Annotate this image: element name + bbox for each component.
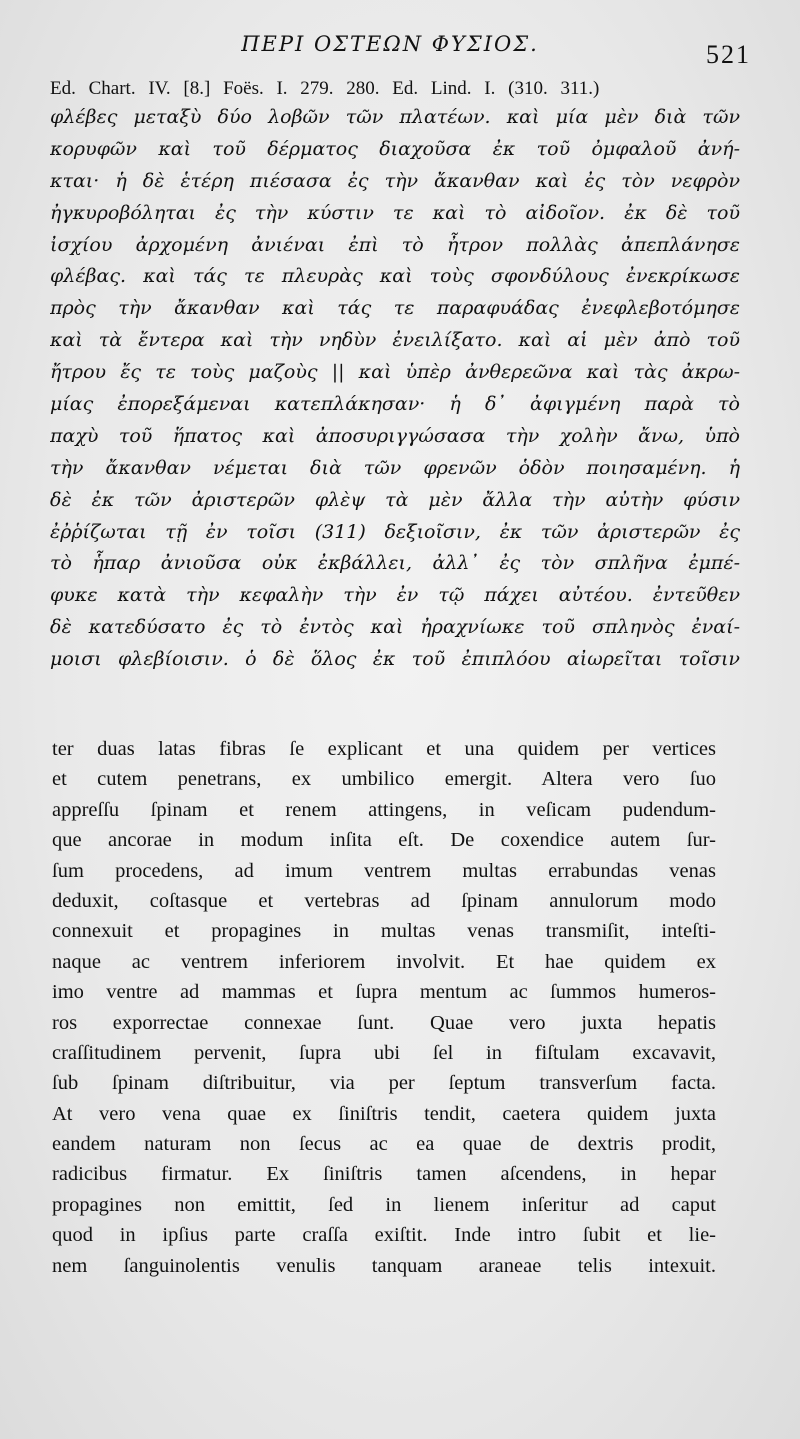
edition-reference-line: Ed. Chart. IV. [8.] Foës. I. 279. 280. Ed. Lind. I. (310. 311.) (50, 78, 600, 99)
greek-text-line: φυκε κατὰ τὴν κεφαλὴν τὴν ἐν τῷ πάχει αὐτέου. ἐντεῦθεν (50, 584, 740, 607)
greek-text-line: ἐῤῥίζωται τῇ ἐν τοῖσι (311) δεξιοῖσιν, ἐκ τῶν ἀριστερῶν ἐς (50, 520, 740, 543)
latin-text-line: propagines non emittit, ſed in lienem inſeritur ad caput (52, 1193, 716, 1216)
greek-text-line: κορυφῶν καὶ τοῦ δέρματος διαχοῦσα ἐκ τοῦ ὀμφαλοῦ ἀνή- (50, 137, 740, 160)
greek-text-line: πρὸς τὴν ἄκανθαν καὶ τάς τε παραφυάδας ἐνεφλεβοτόμησε (50, 297, 740, 320)
greek-text-line: κται· ἡ δὲ ἑτέρη πιέσασα ἐς τὴν ἄκανθαν καὶ ἐς τὸν νεφρὸν (50, 169, 740, 192)
greek-text-line: ἤτρου ἔς τε τοὺς μαζοὺς || καὶ ὑπὲρ ἀνθερεῶνα καὶ τὰς ἀκρω- (50, 361, 740, 384)
latin-text-block (52, 734, 716, 1281)
latin-text-line: et cutem penetrans, ex umbilico emergit. Altera vero ſuo (52, 768, 716, 791)
latin-text-line: craſſitudinem pervenit, ſupra ubi ſel in fiſtulam excavavit, (52, 1041, 716, 1064)
latin-text-line: ter duas latas fibras ſe explicant et una quidem per vertices (52, 738, 716, 760)
greek-text-line: ἠγκυροβόληται ἐς τὴν κύστιν τε καὶ τὸ αἰδοῖον. ἐκ δὲ τοῦ (50, 201, 740, 224)
latin-text-line: ros exporrectae connexae ſunt. Quae vero juxta hepatis (52, 1011, 716, 1034)
greek-text-line: παχὺ τοῦ ἥπατος καὶ ἀποσυριγγώσασα τὴν χολὴν ἄνω, ὑπὸ (50, 424, 740, 447)
greek-text-line: φλέβας. καὶ τάς τε πλευρὰς καὶ τοὺς σφονδύλους ἐνεκρίκωσε (50, 265, 740, 288)
latin-text-line: imo ventre ad mammas et ſupra mentum ac ſummos humeros- (52, 981, 716, 1004)
greek-text-line: τὴν ἄκανθαν νέμεται διὰ τῶν φρενῶν ὁδὸν ποιησαμένη. ἡ (50, 456, 740, 479)
greek-text-line: τὸ ἧπαρ ἀνιοῦσα οὐκ ἐκβάλλει, ἀλλ᾽ ἐς τὸν σπλῆνα ἐμπέ- (50, 552, 740, 575)
latin-text-line: eandem naturam non ſecus ac ea quae de dextris prodit, (52, 1133, 716, 1156)
greek-text-block (50, 102, 740, 676)
latin-text-line: radicibus firmatur. Ex ſiniſtris tamen aſcendens, in hepar (52, 1163, 716, 1186)
latin-text-line: naque ac ventrem inferiorem involvit. Et hae quidem ex (52, 950, 716, 973)
greek-text-line: μοισι φλεβίοισιν. ὁ δὲ ὅλος ἐκ τοῦ ἐπιπλόου αἰωρεῖται τοῖσιν (50, 648, 740, 671)
greek-text-line: δὲ ἐκ τῶν ἀριστερῶν φλὲψ τὰ μὲν ἄλλα τὴν αὐτὴν φύσιν (50, 488, 740, 511)
greek-text-line: φλέβες μεταξὺ δύο λοβῶν τῶν πλατέων. καὶ μία μὲν διὰ τῶν (50, 106, 740, 128)
latin-text-line: nem ſanguinolentis venulis tanquam araneae telis intexuit. (52, 1254, 716, 1277)
latin-text-line: ſum procedens, ad imum ventrem multas errabundas venas (52, 859, 716, 882)
latin-text-line: quod in ipſius parte craſſa exiſtit. Inde intro ſubit et lie- (52, 1224, 716, 1247)
greek-text-line: ἰσχίου ἀρχομένη ἀνιέναι ἐπὶ τὸ ἦτρον πολλὰς ἀπεπλάνησε (50, 233, 740, 256)
latin-text-line: ſub ſpinam diſtribuitur, via per ſeptum transverſum facta. (52, 1072, 716, 1095)
greek-text-line: δὲ κατεδύσατο ἐς τὸ ἐντὸς καὶ ἠραχνίωκε τοῦ σπληνὸς ἐναί- (50, 616, 740, 639)
running-head: ΠΕΡΙ ΟΣΤΕΩΝ ΦΥΣΙΟΣ. (241, 32, 539, 56)
latin-text-line: At vero vena quae ex ſiniſtris tendit, caetera quidem juxta (52, 1102, 716, 1125)
latin-text-line: connexuit et propagines in multas venas transmiſit, inteſti- (52, 920, 716, 943)
page-number: 521 (706, 40, 751, 69)
greek-text-line: μίας ἐπορεξάμεναι κατεπλάκησαν· ἡ δ᾽ ἀφιγμένη παρὰ τὸ (50, 393, 740, 416)
latin-text-line: que ancorae in modum inſita eſt. De coxendice autem ſur- (52, 829, 716, 852)
greek-text-line: καὶ τὰ ἔντερα καὶ τὴν νηδὺν ἐνειλίξατο. καὶ αἱ μὲν ἀπὸ τοῦ (50, 329, 740, 352)
latin-text-line: appreſſu ſpinam et renem attingens, in veſicam pudendum- (52, 798, 716, 821)
latin-text-line: deduxit, coſtasque et vertebras ad ſpinam annulorum modo (52, 889, 716, 912)
